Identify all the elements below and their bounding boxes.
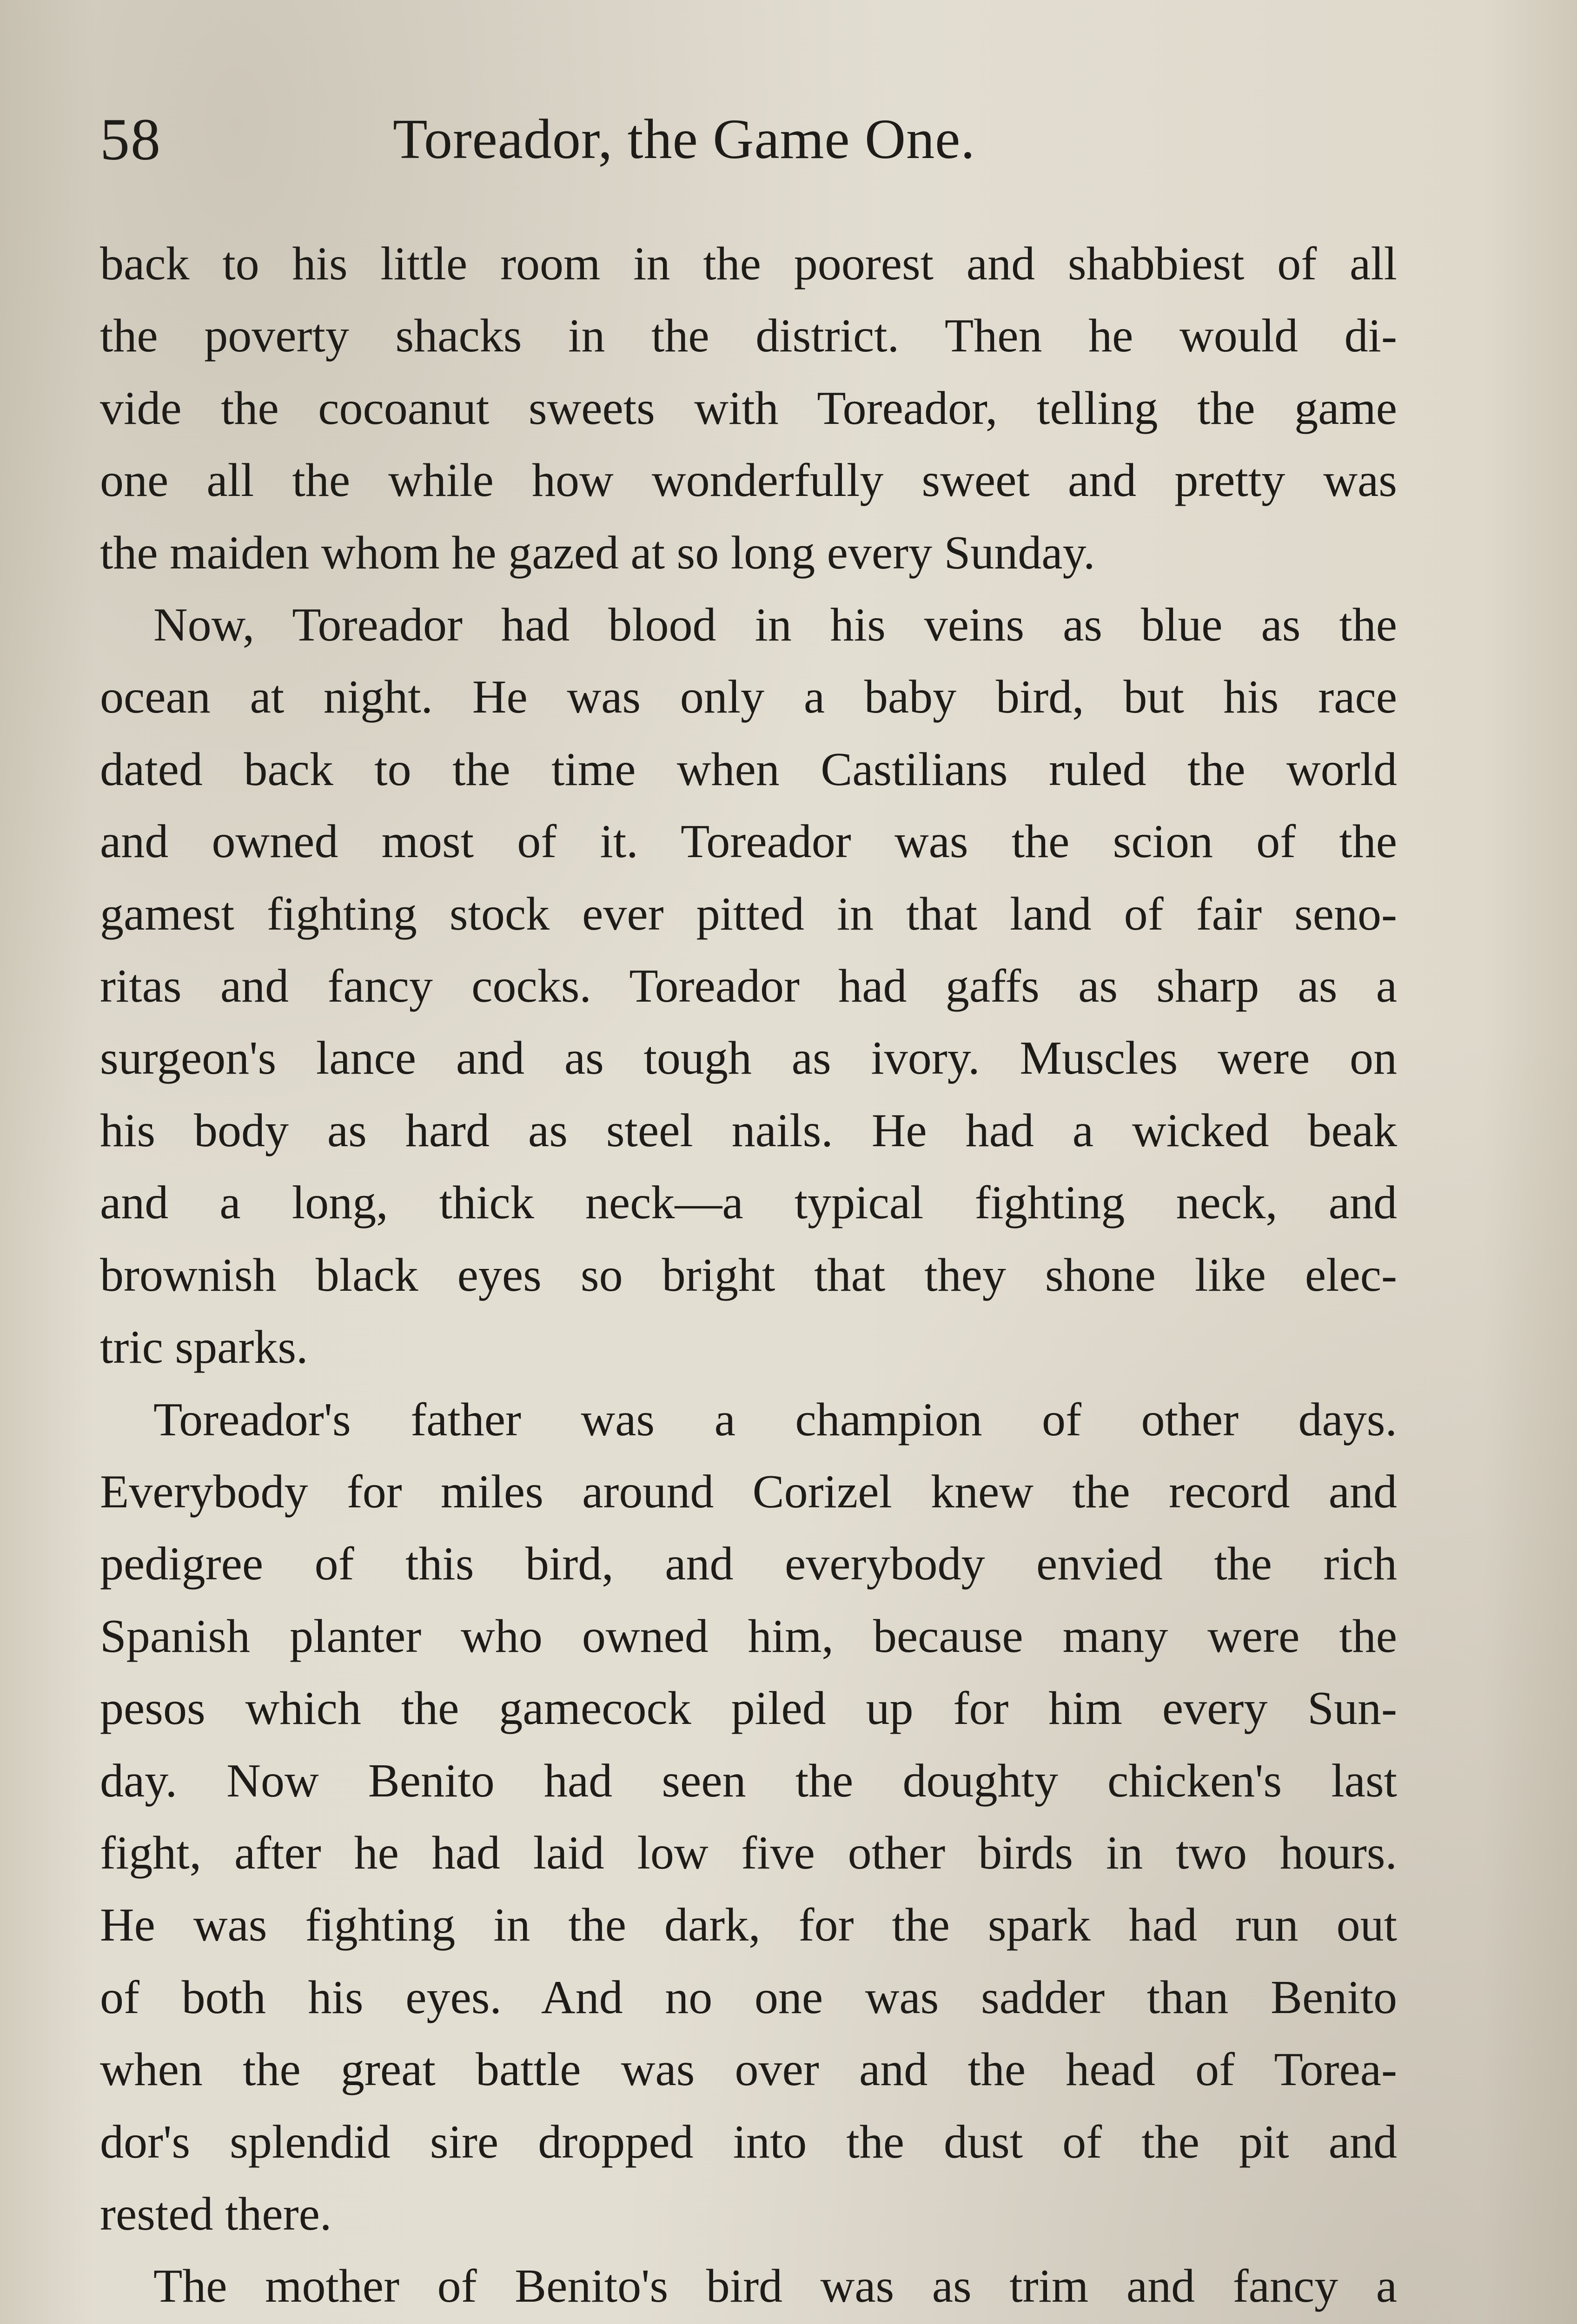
text-line: dated back to the time when Castilians ruled the world <box>100 743 1397 796</box>
text-line: fight, after he had laid low five other birds in two hours. <box>100 1826 1397 1879</box>
text-line: Everybody for miles around Corizel knew the record and <box>100 1465 1397 1518</box>
text-line: brownish black eyes so bright that they shone like elec- <box>100 1248 1397 1301</box>
text-line: gamest fighting stock ever pitted in that land of fair seno- <box>100 887 1397 940</box>
paragraph <box>100 589 1397 1383</box>
text-line: the poverty shacks in the district. Then he would di- <box>100 310 1397 363</box>
text-line: tric sparks. <box>100 1321 308 1374</box>
text-line: when the great battle was over and the head of Torea- <box>100 2043 1397 2096</box>
text-line: of both his eyes. And no one was sadder than Benito <box>100 1971 1397 2024</box>
text-line: vide the cocoanut sweets with Toreador, telling the game <box>100 382 1397 435</box>
text-line: back to his little room in the poorest and shabbiest of all <box>100 238 1397 290</box>
page-number: 58 <box>100 106 161 172</box>
text-line: rested there. <box>100 2187 332 2240</box>
text-line: his body as hard as steel nails. He had a wicked beak <box>100 1104 1397 1157</box>
body-text <box>100 228 1397 2323</box>
paragraph <box>100 1384 1397 2251</box>
page-header <box>100 105 1397 174</box>
text-line: He was fighting in the dark, for the spark had run out <box>100 1899 1397 1952</box>
text-line: Now, Toreador had blood in his veins as blue as the <box>153 599 1397 652</box>
paragraph <box>100 2250 1397 2322</box>
text-line: the maiden whom he gazed at so long every Sunday. <box>100 526 1095 579</box>
text-line: ocean at night. He was only a baby bird, but his race <box>100 671 1397 724</box>
text-line: Toreador's father was a champion of other days. <box>153 1393 1397 1446</box>
text-line: and owned most of it. Toreador was the scion of the <box>100 815 1397 868</box>
text-line: and a long, thick neck—a typical fighting neck, and <box>100 1176 1397 1229</box>
text-line: The mother of Benito's bird was as trim and fancy a <box>153 2260 1397 2313</box>
text-line: pesos which the gamecock piled up for him every Sun- <box>100 1682 1397 1735</box>
paragraph <box>100 228 1397 589</box>
text-line: day. Now Benito had seen the doughty chicken's last <box>100 1754 1397 1807</box>
text-line: surgeon's lance and as tough as ivory. Muscles were on <box>100 1032 1397 1085</box>
text-line: pedigree of this bird, and everybody envied the rich <box>100 1538 1397 1591</box>
text-line: dor's splendid sire dropped into the dust of the pit and <box>100 2115 1397 2168</box>
text-line: ritas and fancy cocks. Toreador had gaffs as sharp as a <box>100 960 1397 1013</box>
running-title: Toreador, the Game One. <box>393 108 975 171</box>
text-line: one all the while how wonderfully sweet and pretty was <box>100 454 1397 507</box>
text-line: Spanish planter who owned him, because many were the <box>100 1610 1397 1663</box>
